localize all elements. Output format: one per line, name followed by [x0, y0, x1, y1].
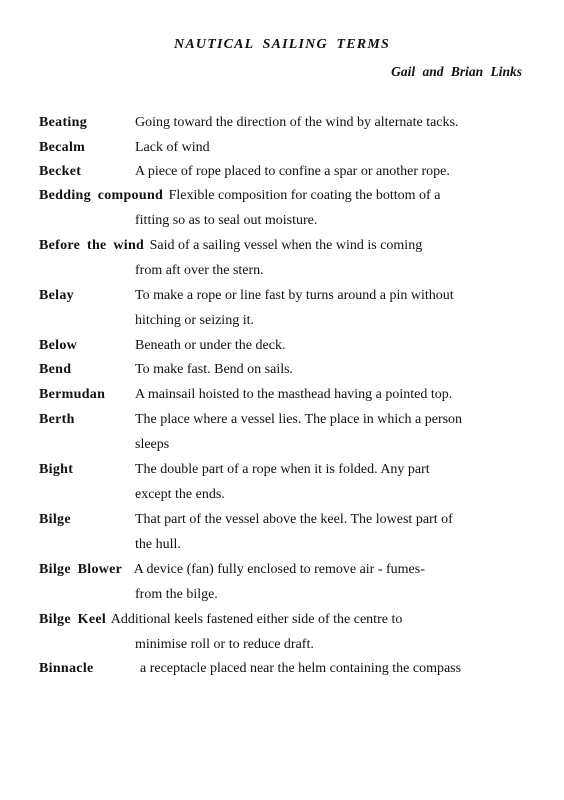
entry-definition: a receptacle placed near the helm containing the compass — [140, 661, 462, 676]
entry-definition-continued: fitting so as to seal out moisture. — [135, 212, 318, 228]
entry-definition: The double part of a rope when it is folded. Any part — [135, 462, 430, 477]
glossary-entry — [39, 334, 529, 359]
glossary-entry — [39, 184, 529, 233]
entry-term: Belay — [39, 288, 74, 303]
entry-definition-continued: except the ends. — [135, 486, 225, 502]
glossary-entry — [39, 111, 529, 136]
glossary-entry — [39, 408, 529, 457]
glossary-entry — [39, 558, 529, 607]
entry-term: Becket — [39, 164, 82, 179]
entry-definition: That part of the vessel above the keel. The lowest part of — [135, 512, 453, 527]
document-title: NAUTICAL SAILING TERMS — [174, 37, 390, 52]
entry-term: Below — [39, 338, 78, 353]
glossary-entry — [39, 136, 529, 161]
entry-term: Before the wind — [39, 238, 145, 253]
entry-definition: Flexible composition for coating the bottom of a — [168, 188, 441, 203]
entry-definition: A mainsail hoisted to the masthead having a pointed top. — [135, 387, 453, 402]
glossary-entry — [39, 508, 529, 557]
entry-definition: Additional keels fastened either side of the centre to — [110, 612, 403, 627]
entry-term: Bilge — [39, 512, 71, 527]
entry-definition-continued: hitching or seizing it. — [135, 312, 254, 328]
entry-term: Bilge Blower — [39, 562, 123, 577]
glossary-entry — [39, 383, 529, 408]
entry-definition: Beneath or under the deck. — [135, 338, 286, 353]
entry-term: Bend — [39, 362, 72, 377]
entry-definition-continued: the hull. — [135, 536, 181, 552]
glossary-entry — [39, 234, 529, 283]
entry-term: Bilge Keel — [39, 612, 107, 627]
glossary-entry — [39, 657, 529, 682]
entry-definition-continued: sleeps — [135, 436, 170, 452]
entry-definition-continued: from the bilge. — [135, 586, 218, 602]
entry-definition: To make fast. Bend on sails. — [135, 362, 294, 377]
entry-definition: A device (fan) fully enclosed to remove air - fumes- — [133, 562, 425, 577]
entry-term: Becalm — [39, 140, 86, 155]
glossary-entry — [39, 608, 529, 657]
entry-definition: Going toward the direction of the wind by alternate tacks. — [135, 115, 459, 130]
glossary-entry — [39, 284, 529, 333]
entry-definition: To make a rope or line fast by turns around a pin without — [135, 288, 454, 303]
glossary-entry — [39, 358, 529, 383]
entry-definition-continued: from aft over the stern. — [135, 262, 264, 278]
entry-term: Bight — [39, 462, 74, 477]
entry-definition: Said of a sailing vessel when the wind is coming — [149, 238, 423, 253]
entry-definition-continued: minimise roll or to reduce draft. — [135, 636, 314, 652]
entry-definition: A piece of rope placed to confine a spar or another rope. — [135, 164, 450, 179]
document-authors: Gail and Brian Links — [391, 64, 522, 79]
glossary-entry — [39, 160, 529, 185]
entry-term: Berth — [39, 412, 75, 427]
entry-term: Binnacle — [39, 661, 94, 676]
entry-term: Beating — [39, 115, 87, 130]
entry-definition: Lack of wind — [135, 140, 210, 155]
glossary-entry — [39, 458, 529, 507]
entry-definition: The place where a vessel lies. The place in which a person — [135, 412, 463, 427]
entry-term: Bermudan — [39, 387, 106, 402]
entry-term: Bedding compound — [39, 188, 164, 203]
